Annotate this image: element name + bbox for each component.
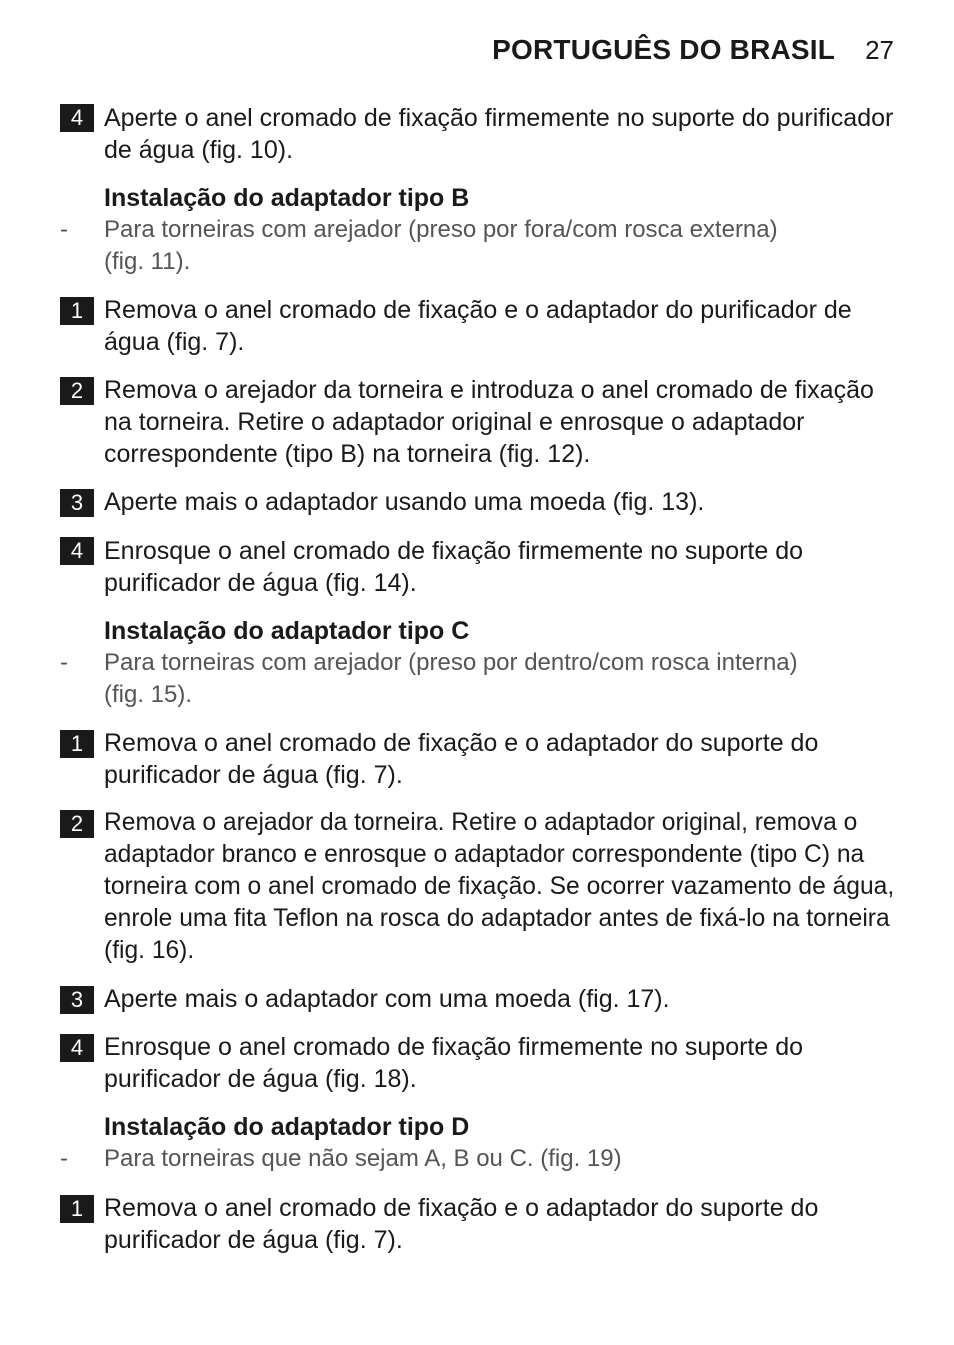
step-text: Enrosque o anel cromado de fixação firmemente no suporte do purificador de água (fig. 14). bbox=[104, 537, 804, 597]
step-number-badge: 4 bbox=[60, 1034, 94, 1062]
step-text: Remova o arejador da torneira e introduza o anel cromado de fixação na torneira. Retire o adaptador original e enrosque o adaptador correspondente (tipo B) na torneira (fig. 12). bbox=[104, 376, 874, 468]
bullet-dash: - bbox=[60, 216, 68, 243]
step-number-badge: 4 bbox=[60, 104, 94, 132]
step-number-badge: 2 bbox=[60, 377, 94, 405]
step-number-badge: 2 bbox=[60, 810, 94, 838]
step-number-badge: 1 bbox=[60, 297, 94, 325]
step-text: Remova o anel cromado de fixação e o adaptador do suporte do purificador de água (fig. 7). bbox=[104, 729, 819, 789]
bullet-dash: - bbox=[60, 649, 68, 676]
step-text: Enrosque o anel cromado de fixação firmemente no suporte do purificador de água (fig. 18). bbox=[104, 1033, 804, 1093]
section-title: PORTUGUÊS DO BRASIL bbox=[492, 34, 836, 65]
step-text: Remova o anel cromado de fixação e o adaptador do suporte do purificador de água (fig. 7). bbox=[104, 1194, 819, 1254]
section-heading: Instalação do adaptador tipo B bbox=[104, 184, 470, 212]
bullet-text: Para torneiras com arejador (preso por fora/com rosca externa) (fig. 11). bbox=[104, 216, 778, 275]
step-number-badge: 3 bbox=[60, 986, 94, 1014]
page-number: 27 bbox=[865, 35, 894, 65]
step-number-badge: 1 bbox=[60, 1195, 94, 1223]
step-text: Aperte mais o adaptador usando uma moeda (fig. 13). bbox=[104, 488, 705, 516]
bullet-text: Para torneiras que não sejam A, B ou C. (fig. 19) bbox=[104, 1145, 622, 1172]
bullet-dash: - bbox=[60, 1145, 68, 1172]
step-text: Aperte o anel cromado de fixação firmemente no suporte do purificador de água (fig. 10). bbox=[104, 104, 894, 164]
step-number-badge: 1 bbox=[60, 730, 94, 758]
step-number-badge: 3 bbox=[60, 489, 94, 517]
step-text: Aperte mais o adaptador com uma moeda (fig. 17). bbox=[104, 985, 670, 1013]
section-heading: Instalação do adaptador tipo D bbox=[104, 1113, 470, 1141]
bullet-text: Para torneiras com arejador (preso por dentro/com rosca interna) (fig. 15). bbox=[104, 649, 798, 708]
step-text: Remova o arejador da torneira. Retire o adaptador original, remova o adaptador branco e enrosque o adaptador correspondente (tipo C) na torneira com o anel cromado de fixação. Se ocorrer vazamento de água, enrole uma fita Teflon na rosca do adaptador antes de fixá-lo na torneira (fig. 16). bbox=[104, 809, 895, 964]
step-number-badge: 4 bbox=[60, 537, 94, 565]
step-text: Remova o anel cromado de fixação e o adaptador do purificador de água (fig. 7). bbox=[104, 296, 852, 356]
section-heading: Instalação do adaptador tipo C bbox=[104, 617, 470, 645]
